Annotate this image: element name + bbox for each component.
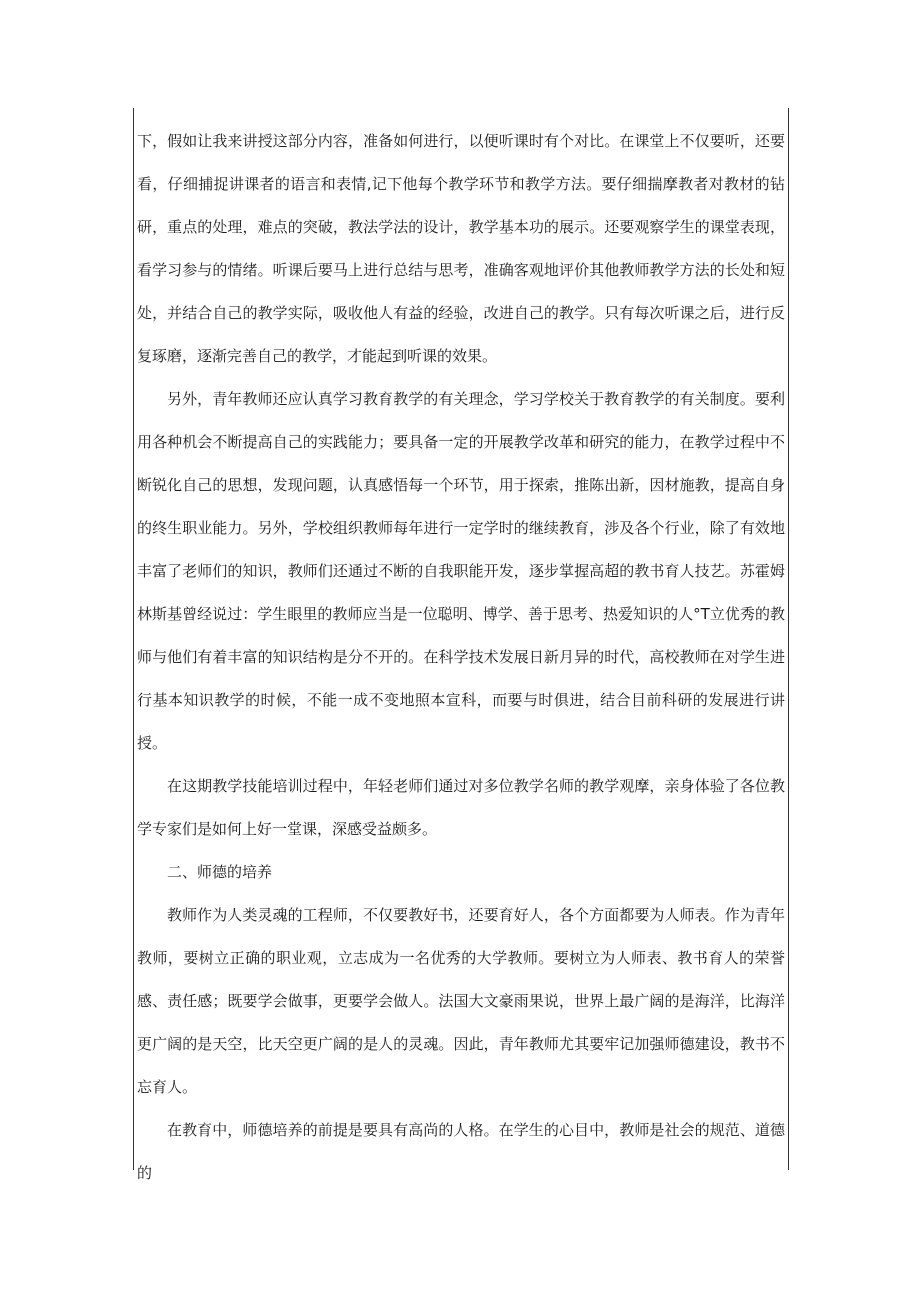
left-margin-rule bbox=[133, 108, 134, 1170]
paragraph-training-experience: 在这期教学技能培训过程中，年轻老师们通过对多位教学名师的教学观摩，亲身体验了各位教学专家们是如何上好一堂课，深感受益颇多。 bbox=[137, 777, 785, 838]
section-heading: 二、师德的培养 bbox=[167, 863, 273, 881]
document-body bbox=[137, 120, 785, 1195]
right-margin-rule bbox=[788, 108, 789, 1170]
paragraph-lecture-observation: 下，假如让我来讲授这部分内容，准备如何进行，以便听课时有个对比。在课堂上不仅要听，还要看，仔细捕捉讲课者的语言和表情,记下他每个教学环节和教学方法。要仔细揣摩教者对教材的钻研，重点的处理，难点的突破，教法学法的设计，教学基本功的展示。还要观察学生的课堂表现，看学习参与的情绪。听课后要马上进行总结与思考，准确客观地评价其他教师教学方法的长处和短处，并结合自己的教学实际，吸收他人有益的经验，改进自己的教学。只有每次听课之后，进行反复琢磨，逐渐完善自己的教学，才能起到听课的效果。 bbox=[137, 132, 785, 365]
paragraph-teacher-ethics: 教师作为人类灵魂的工程师，不仅要教好书，还要育好人，各个方面都要为人师表。作为青年教师，要树立正确的职业观，立志成为一名优秀的大学教师。要树立为人师表、教书育人的荣誉感、责任感；既要学会做事，更要学会做人。法国大文豪雨果说，世界上最广阔的是海洋，比海洋更广阔的是天空，比天空更广阔的是人的灵魂。因此，青年教师尤其要牢记加强师德建设，教书不忘育人。 bbox=[137, 906, 785, 1096]
paragraph-noble-character: 在教育中，师德培养的前提是要具有高尚的人格。在学生的心目中，教师是社会的规范、道德的 bbox=[137, 1121, 785, 1182]
paragraph-continuing-learning: 另外，青年教师还应认真学习教育教学的有关理念，学习学校关于教育教学的有关制度。要利用各种机会不断提高自己的实践能力；要具备一定的开展教学改革和研究的能力，在教学过程中不断锐化自己的思想，发现问题，认真感悟每一个环节，用于探索，推陈出新，因材施教，提高自身的终生职业能力。另外，学校组织教师每年进行一定学时的继续教育，涉及各个行业，除了有效地丰富了老师们的知识，教师们还通过不断的自我职能开发，逐步掌握高超的教书育人技艺。苏霍姆林斯基曾经说过：学生眼里的教师应当是一位聪明、博学、善于思考、热爱知识的人°T立优秀的教师与他们有着丰富的知识结构是分不开的。在科学技术发展日新月异的时代，高校教师在对学生进行基本知识教学的时候，不能一成不变地照本宣科，而要与时俱进，结合目前科研的发展进行讲授。 bbox=[137, 390, 785, 752]
